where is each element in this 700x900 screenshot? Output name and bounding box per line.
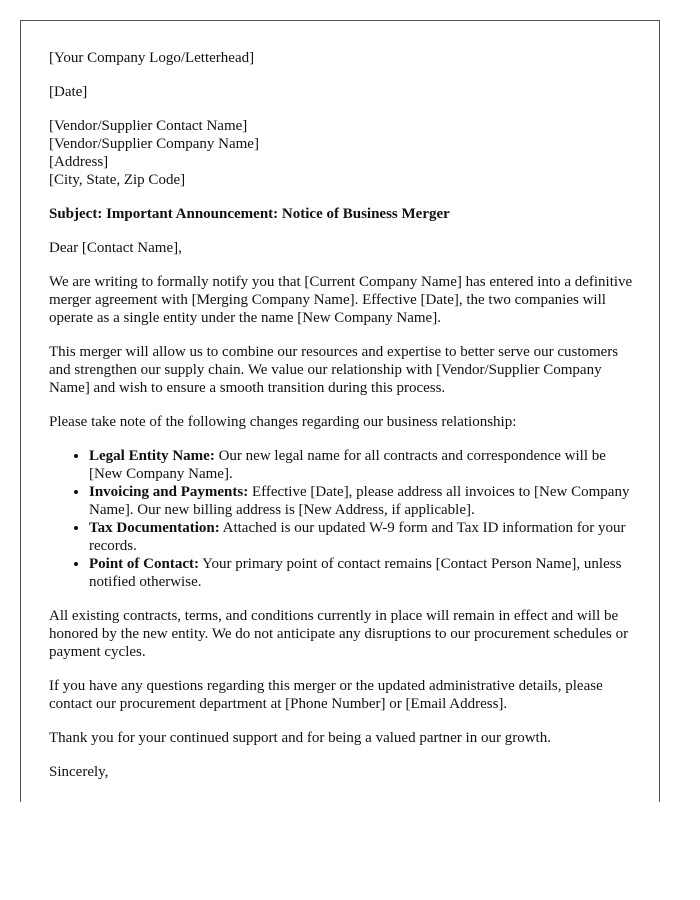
signoff: Sincerely, xyxy=(49,764,109,780)
list-item-term: Invoicing and Payments: xyxy=(89,484,249,500)
recipient-company-name: [Vendor/Supplier Company Name] xyxy=(49,136,259,152)
list-item-text: Attached is our updated W-9 form and Tax ID information for your records. xyxy=(89,520,626,554)
body-paragraph: This merger will allow us to combine our resources and expertise to better serve our customers and strengthen our supply chain. We value our relationship with [Vendor/Supplier Company Name] and wish to ensure a smooth transition during this process. xyxy=(49,344,619,396)
body-paragraph: We are writing to formally notify you that [Current Company Name] has entered into a definitive merger agreement with [Merging Company Name]. Effective [Date], the two companies will operate as a single entity under the name [New Company Name]. xyxy=(49,274,633,326)
closing-paragraph: Thank you for your continued support and for being a valued partner in our growth. xyxy=(49,730,551,746)
recipient-address-block xyxy=(49,117,639,189)
letter-body xyxy=(49,49,639,797)
recipient-address: [Address] xyxy=(49,154,109,170)
list-item-invoicing xyxy=(89,483,639,519)
list-item-tax-documentation xyxy=(89,519,639,555)
list-item-term: Tax Documentation: xyxy=(89,520,220,536)
letterhead: [Your Company Logo/Letterhead] xyxy=(49,50,255,66)
list-item-legal-entity xyxy=(89,447,639,483)
salutation: Dear [Contact Name], xyxy=(49,240,182,256)
list-item-point-of-contact xyxy=(89,555,639,591)
list-item-text: Our new legal name for all contracts and correspondence will be [New Company Name]. xyxy=(89,448,606,482)
list-item-term: Legal Entity Name: xyxy=(89,448,215,464)
changes-list xyxy=(49,447,639,591)
closing-paragraph: All existing contracts, terms, and conditions currently in place will remain in effect and will be honored by the new entity. We do not anticipate any disruptions to our procurement schedules or payment cycles. xyxy=(49,608,629,660)
list-item-term: Point of Contact: xyxy=(89,556,199,572)
list-item-text: Effective [Date], please address all invoices to [New Company Name]. Our new billing address is [New Address, if applicable]. xyxy=(89,484,630,518)
letter-page xyxy=(20,20,660,802)
list-item-text: Your primary point of contact remains [Contact Person Name], unless notified otherwise. xyxy=(89,556,622,590)
subject-line: Subject: Important Announcement: Notice of Business Merger xyxy=(49,206,450,222)
letter-date: [Date] xyxy=(49,84,88,100)
recipient-city-state-zip: [City, State, Zip Code] xyxy=(49,172,186,188)
body-paragraph: Please take note of the following changes regarding our business relationship: xyxy=(49,414,517,430)
closing-paragraph: If you have any questions regarding this merger or the updated administrative details, please contact our procurement department at [Phone Number] or [Email Address]. xyxy=(49,678,603,712)
recipient-contact-name: [Vendor/Supplier Contact Name] xyxy=(49,118,248,134)
